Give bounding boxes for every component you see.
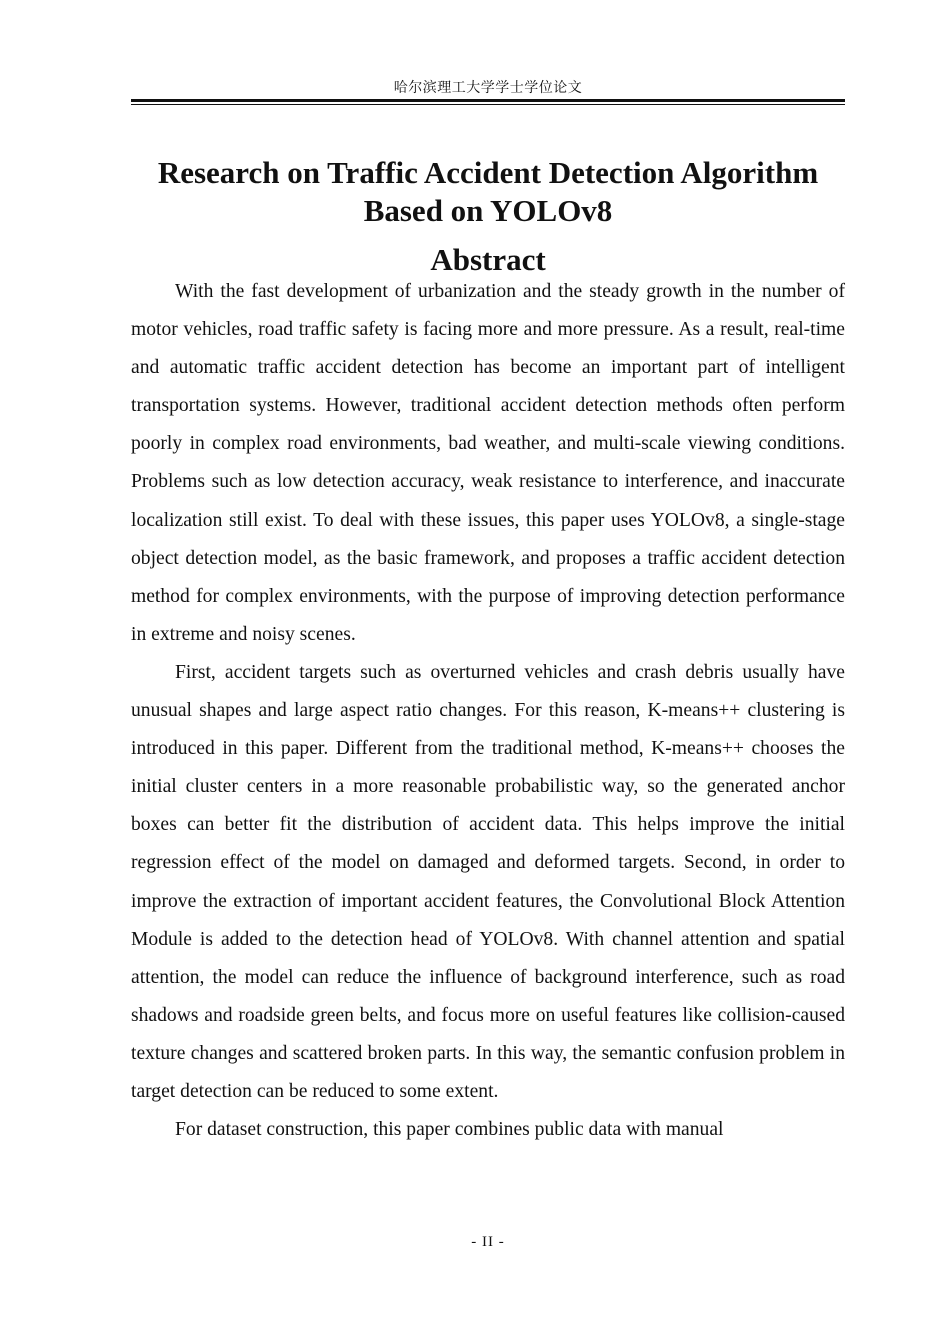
thesis-title-line-2: Based on YOLOv8 <box>363 193 613 228</box>
abstract-paragraph: With the fast development of urbanization and the steady growth in the number of motor vehicles, road traffic safety is facing more and more pressure. As a result, real-time and automatic traffic accident detection has become an important part of intelligent transportation systems. However, traditional accident detection methods often perform poorly in complex road environments, bad weather, and multi-scale viewing conditions. Problems such as low detection accuracy, weak resistance to interference, and inaccurate localization still exist. To deal with these issues, this paper uses YOLOv8, a single-stage object detection model, as the basic framework, and proposes a traffic accident detection method for complex environments, with the purpose of improving detection performance in extreme and noisy scenes. <box>131 281 845 645</box>
header-rule-thick <box>131 99 845 102</box>
abstract-paragraph: First, accident targets such as overturned vehicles and crash debris usually have unusual shapes and large aspect ratio changes. For this reason, K-means++ clustering is introduced in this paper. Different from the traditional method, K-means++ chooses the initial cluster centers in a more reasonable probabilistic way, so the generated anchor boxes can better fit the distribution of accident data. This helps improve the initial regression effect of the model on damaged and deformed targets. Second, in order to improve the extraction of important accident features, the Convolutional Block Attention Module is added to the detection head of YOLOv8. With channel attention and spatial attention, the model can reduce the influence of background interference, such as road shadows and roadside green belts, and focus more on useful features like collision-caused texture changes and scattered broken parts. In this way, the semantic confusion problem in target detection can be reduced to some extent. <box>131 661 845 1102</box>
header-rule-thin <box>131 104 845 105</box>
abstract-heading: Abstract <box>430 242 546 277</box>
running-header: 哈尔滨理工大学学士学位论文 <box>393 80 583 96</box>
abstract-body <box>131 273 845 1149</box>
page-number: - II - <box>471 1234 505 1250</box>
thesis-title-line-1: Research on Traffic Accident Detection Algorithm <box>157 155 819 190</box>
thesis-title <box>125 154 851 230</box>
abstract-paragraph: For dataset construction, this paper combines public data with manual <box>175 1119 724 1141</box>
